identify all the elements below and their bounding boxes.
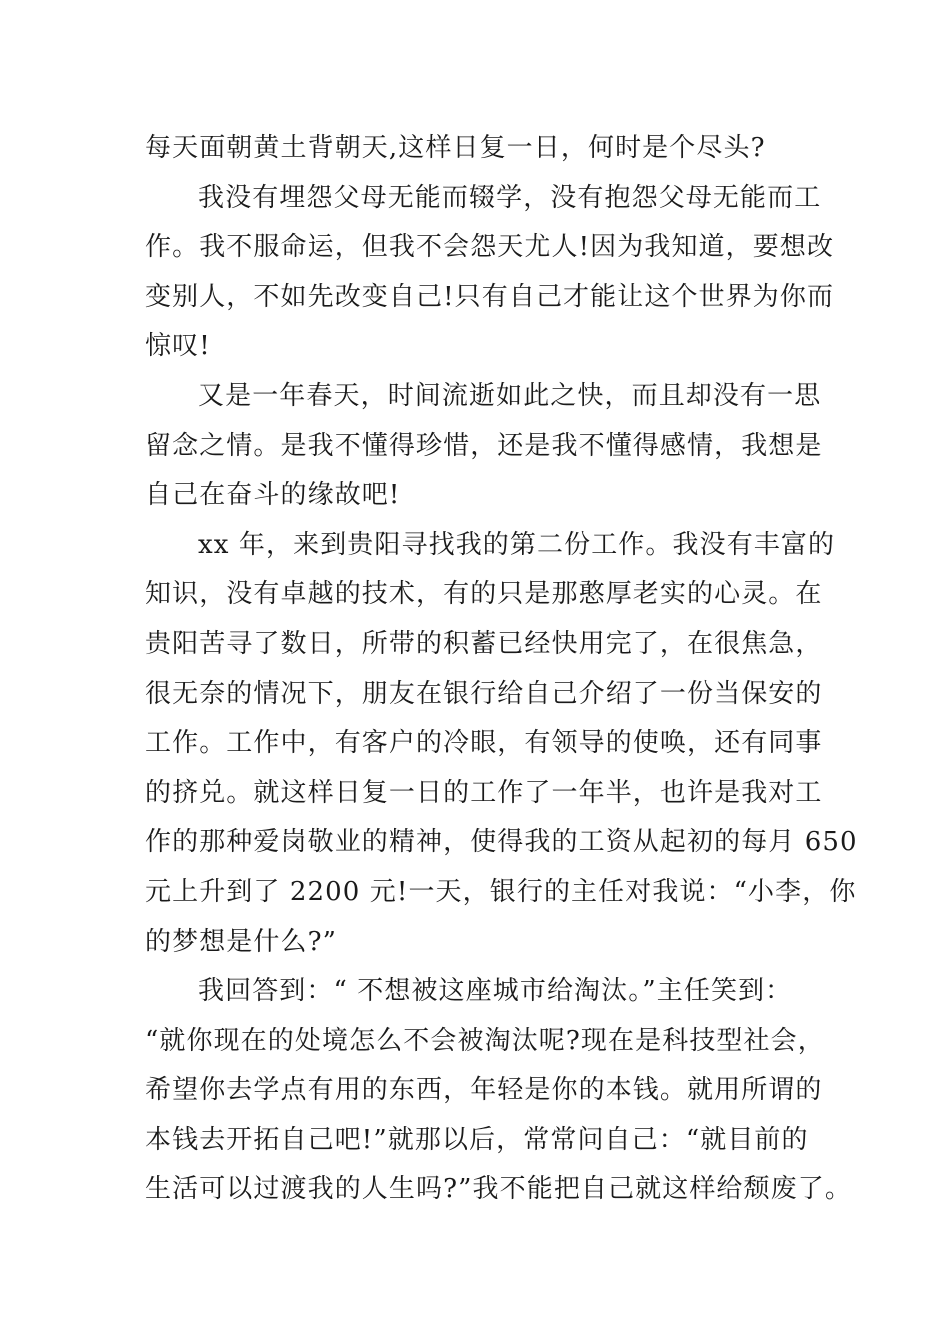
text-line: 贵阳苦寻了数日，所带的积蓄已经快用完了，在很焦急， <box>145 628 823 659</box>
text-line: 变别人，不如先改变自己!只有自己才能让这个世界为你而 <box>145 281 835 312</box>
text-line: 生活可以过渡我的人生吗?”我不能把自己就这样给颓废了。 <box>145 1174 852 1205</box>
text-line: 希望你去学点有用的东西，年轻是你的本钱。就用所谓的 <box>145 1075 823 1106</box>
text-line: 作。我不服命运，但我不会怨天尤人!因为我知道，要想改 <box>145 232 835 263</box>
text-line: 工作。工作中，有客户的冷眼，有领导的使唤，还有同事 <box>145 728 823 759</box>
text-line: 作的那种爱岗敬业的精神，使得我的工资从起初的每月 650 <box>145 827 858 858</box>
text-line: 本钱去开拓自己吧!”就那以后，常常问自己：“就目前的 <box>145 1124 809 1155</box>
text-line: 惊叹! <box>145 331 211 362</box>
text-line: 留念之情。是我不懂得珍惜，还是我不懂得感情，我想是 <box>145 430 823 461</box>
body-text <box>145 124 858 1215</box>
text-line: 每天面朝黄土背朝天,这样日复一日，何时是个尽头? <box>145 133 766 163</box>
paragraph-first-line: 我回答到：“ 不想被这座城市给淘汰。”主任笑到： <box>198 976 793 1007</box>
paragraph-first-line: 我没有埋怨父母无能而辍学，没有抱怨父母无能而工 <box>198 182 822 213</box>
paragraph-first-line: xx 年，来到贵阳寻找我的第二份工作。我没有丰富的 <box>198 529 836 560</box>
paragraph-first-line: 又是一年春天，时间流逝如此之快，而且却没有一思 <box>198 380 822 411</box>
text-line: 的梦想是什么?” <box>145 926 338 957</box>
text-line: 自己在奋斗的缘故吧! <box>145 480 401 511</box>
text-line: 的挤兑。就这样日复一日的工作了一年半，也许是我对工 <box>145 777 823 808</box>
text-line: 知识，没有卓越的技术，有的只是那憨厚老实的心灵。在 <box>145 579 823 610</box>
text-line: “就你现在的处境怎么不会被淘汰呢?现在是科技型社会， <box>145 1025 825 1056</box>
text-line: 很无奈的情况下，朋友在银行给自己介绍了一份当保安的 <box>145 678 823 709</box>
text-line: 元上升到了 2200 元!一天，银行的主任对我说：“小李，你 <box>145 876 857 907</box>
